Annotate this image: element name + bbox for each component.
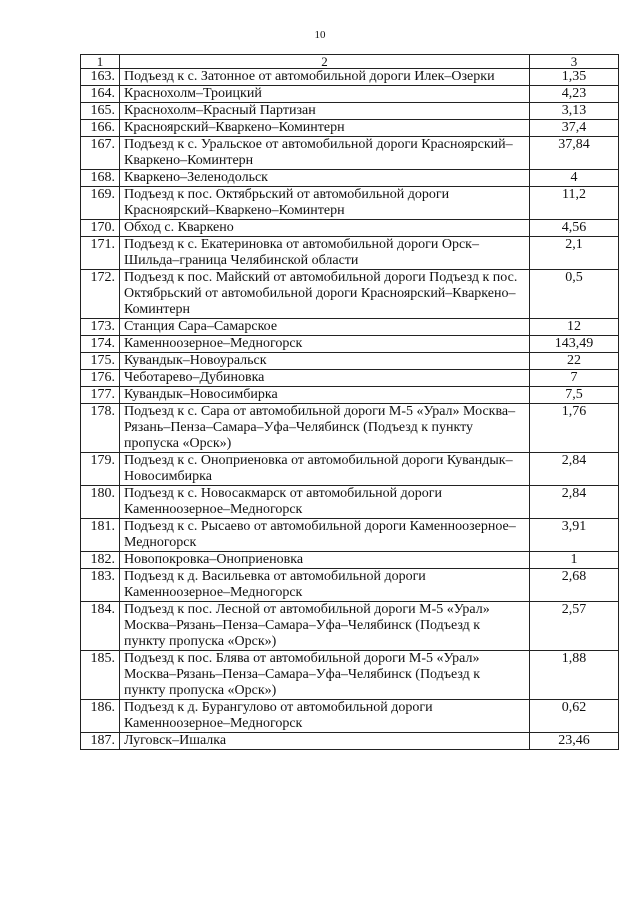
road-length: 0,62 — [530, 700, 619, 733]
road-name: Подъезд к пос. Октябрьский от автомобильной дороги Красноярский–Кваркено–Коминтерн — [120, 187, 530, 220]
row-number: 168. — [81, 170, 120, 187]
row-number: 164. — [81, 86, 120, 103]
table-row — [81, 120, 619, 137]
road-name: Подъезд к с. Затонное от автомобильной дороги Илек–Озерки — [120, 69, 530, 86]
road-length: 23,46 — [530, 733, 619, 750]
row-number: 187. — [81, 733, 120, 750]
table-row — [81, 486, 619, 519]
road-length: 2,84 — [530, 486, 619, 519]
table-row — [81, 353, 619, 370]
road-name: Подъезд к пос. Блява от автомобильной дороги М-5 «Урал» Москва–Рязань–Пенза–Самара–Уфа–Челябинск (Подъезд к пункту пропуска «Орск») — [120, 651, 530, 700]
row-number: 178. — [81, 404, 120, 453]
table-row — [81, 370, 619, 387]
table-row — [81, 187, 619, 220]
road-length: 7 — [530, 370, 619, 387]
row-number: 170. — [81, 220, 120, 237]
road-name: Подъезд к с. Уральское от автомобильной дороги Красноярский–Кваркено–Коминтерн — [120, 137, 530, 170]
road-name: Подъезд к с. Оноприеновка от автомобильной дороги Кувандык–Новосимбирка — [120, 453, 530, 486]
row-number: 175. — [81, 353, 120, 370]
road-length: 2,57 — [530, 602, 619, 651]
road-name: Подъезд к д. Васильевка от автомобильной дороги Каменноозерное–Медногорск — [120, 569, 530, 602]
road-name: Кувандык–Новосимбирка — [120, 387, 530, 404]
road-length: 3,91 — [530, 519, 619, 552]
road-length: 4 — [530, 170, 619, 187]
table-row — [81, 700, 619, 733]
table-row — [81, 86, 619, 103]
row-number: 176. — [81, 370, 120, 387]
road-name: Красноярский–Кваркено–Коминтерн — [120, 120, 530, 137]
road-length: 3,13 — [530, 103, 619, 120]
road-name: Кувандык–Новоуральск — [120, 353, 530, 370]
table-row — [81, 319, 619, 336]
table-row — [81, 237, 619, 270]
table-row — [81, 137, 619, 170]
row-number: 183. — [81, 569, 120, 602]
road-length: 0,5 — [530, 270, 619, 319]
table-row — [81, 69, 619, 86]
page-number: 10 — [314, 29, 326, 41]
road-length: 4,23 — [530, 86, 619, 103]
road-name: Подъезд к д. Бурангулово от автомобильной дороги Каменноозерное–Медногорск — [120, 700, 530, 733]
road-length: 2,68 — [530, 569, 619, 602]
table-row — [81, 453, 619, 486]
row-number: 166. — [81, 120, 120, 137]
road-length: 4,56 — [530, 220, 619, 237]
table-row — [81, 103, 619, 120]
road-name: Подъезд к пос. Лесной от автомобильной дороги М-5 «Урал» Москва–Рязань–Пенза–Самара–Уфа–Челябинск (Подъезд к пункту пропуска «Орск») — [120, 602, 530, 651]
header-col-1: 1 — [81, 55, 120, 69]
road-length: 22 — [530, 353, 619, 370]
row-number: 180. — [81, 486, 120, 519]
road-name: Подъезд к пос. Майский от автомобильной дороги Подъезд к пос. Октябрьский от автомобильной дороги Красноярский–Кваркено–Коминтерн — [120, 270, 530, 319]
table-row — [81, 220, 619, 237]
road-length: 11,2 — [530, 187, 619, 220]
table-row — [81, 552, 619, 569]
road-length: 1,76 — [530, 404, 619, 453]
row-number: 169. — [81, 187, 120, 220]
road-length: 7,5 — [530, 387, 619, 404]
table-row — [81, 519, 619, 552]
row-number: 177. — [81, 387, 120, 404]
row-number: 171. — [81, 237, 120, 270]
table-row — [81, 170, 619, 187]
road-length: 37,4 — [530, 120, 619, 137]
road-length: 1,88 — [530, 651, 619, 700]
table-header-row — [81, 55, 619, 69]
road-length: 143,49 — [530, 336, 619, 353]
road-name: Обход с. Кваркено — [120, 220, 530, 237]
row-number: 185. — [81, 651, 120, 700]
road-name: Подъезд к с. Новосакмарск от автомобильной дороги Каменноозерное–Медногорск — [120, 486, 530, 519]
road-length: 1 — [530, 552, 619, 569]
table-row — [81, 336, 619, 353]
road-length: 2,1 — [530, 237, 619, 270]
road-name: Подъезд к с. Рысаево от автомобильной дороги Каменноозерное–Медногорск — [120, 519, 530, 552]
row-number: 179. — [81, 453, 120, 486]
row-number: 172. — [81, 270, 120, 319]
row-number: 186. — [81, 700, 120, 733]
header-col-2: 2 — [120, 55, 530, 69]
road-name: Луговск–Ишалка — [120, 733, 530, 750]
row-number: 173. — [81, 319, 120, 336]
table-row — [81, 733, 619, 750]
road-length: 37,84 — [530, 137, 619, 170]
road-length: 12 — [530, 319, 619, 336]
road-length: 1,35 — [530, 69, 619, 86]
road-name: Краснохолм–Красный Партизан — [120, 103, 530, 120]
road-name: Кваркено–Зеленодольск — [120, 170, 530, 187]
road-name: Краснохолм–Троицкий — [120, 86, 530, 103]
row-number: 174. — [81, 336, 120, 353]
header-col-3: 3 — [530, 55, 619, 69]
road-name: Подъезд к с. Екатериновка от автомобильной дороги Орск–Шильда–граница Челябинской области — [120, 237, 530, 270]
table-row — [81, 602, 619, 651]
row-number: 184. — [81, 602, 120, 651]
road-name: Чеботарево–Дубиновка — [120, 370, 530, 387]
road-name: Подъезд к с. Сара от автомобильной дороги М-5 «Урал» Москва–Рязань–Пенза–Самара–Уфа–Челябинск (Подъезд к пункту пропуска «Орск») — [120, 404, 530, 453]
table-row — [81, 387, 619, 404]
table-row — [81, 651, 619, 700]
roads-table — [80, 54, 619, 750]
row-number: 167. — [81, 137, 120, 170]
table-row — [81, 270, 619, 319]
road-name: Станция Сара–Самарское — [120, 319, 530, 336]
road-name: Новопокровка–Оноприеновка — [120, 552, 530, 569]
row-number: 182. — [81, 552, 120, 569]
row-number: 165. — [81, 103, 120, 120]
table-row — [81, 404, 619, 453]
road-length: 2,84 — [530, 453, 619, 486]
road-name: Каменноозерное–Медногорск — [120, 336, 530, 353]
row-number: 181. — [81, 519, 120, 552]
row-number: 163. — [81, 69, 120, 86]
table-row — [81, 569, 619, 602]
